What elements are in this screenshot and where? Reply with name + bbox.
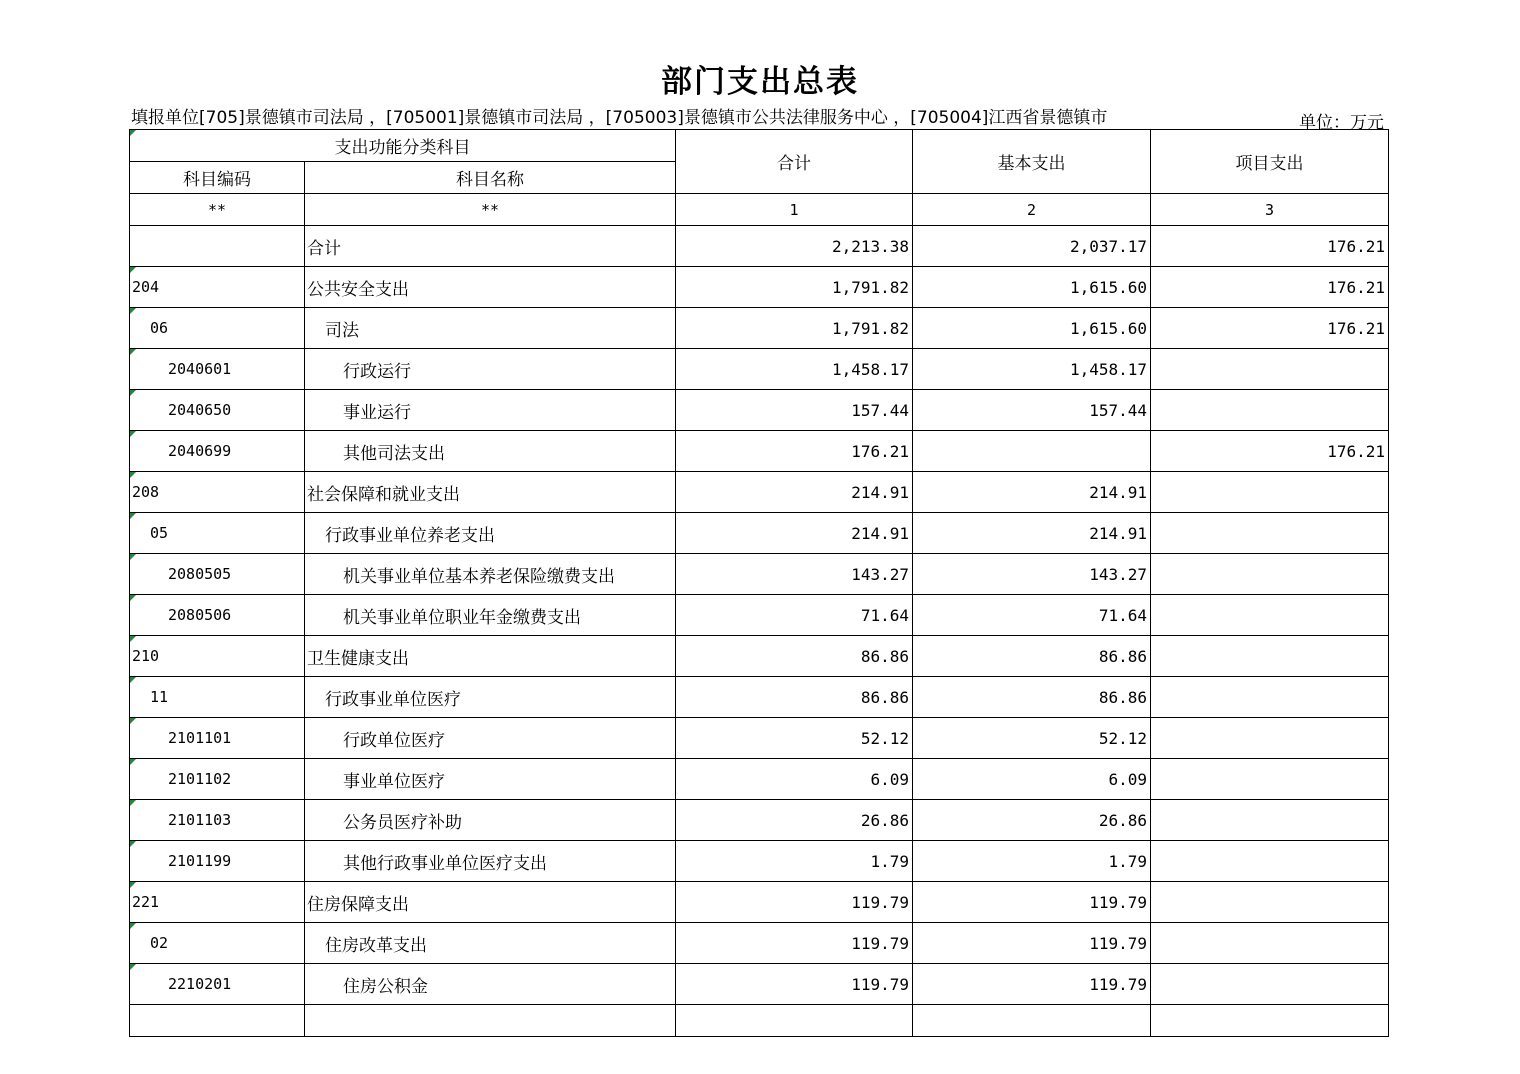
basic-amount-cell: 86.86 [913, 677, 1151, 718]
table-row [130, 267, 1389, 308]
table-row [130, 759, 1389, 800]
subject-code-cell: 2040699 [130, 431, 305, 472]
basic-amount-cell: 157.44 [913, 390, 1151, 431]
table-row [130, 636, 1389, 677]
total-amount-cell: 86.86 [676, 636, 913, 677]
basic-amount-cell: 71.64 [913, 595, 1151, 636]
project-amount-cell [1151, 800, 1389, 841]
subject-code-cell: 11 [130, 677, 305, 718]
basic-amount-cell: 1,458.17 [913, 349, 1151, 390]
project-amount-cell [1151, 923, 1389, 964]
subject-code-cell: 2040601 [130, 349, 305, 390]
index-cell: 1 [676, 194, 913, 226]
index-cell: ** [130, 194, 305, 226]
table-row [130, 308, 1389, 349]
project-amount-cell: 176.21 [1151, 308, 1389, 349]
index-cell: ** [305, 194, 676, 226]
basic-amount-cell: 143.27 [913, 554, 1151, 595]
subject-code-cell: 2040650 [130, 390, 305, 431]
subject-name-cell: 住房改革支出 [305, 923, 676, 964]
table-row [130, 431, 1389, 472]
subject-name-cell: 司法 [305, 308, 676, 349]
basic-amount-cell: 214.91 [913, 472, 1151, 513]
table-row [130, 841, 1389, 882]
basic-amount-cell: 214.91 [913, 513, 1151, 554]
basic-amount-cell: 1,615.60 [913, 308, 1151, 349]
table-row [130, 882, 1389, 923]
expenditure-table [129, 129, 1389, 1037]
subject-name-cell: 其他行政事业单位医疗支出 [305, 841, 676, 882]
project-amount-cell [1151, 554, 1389, 595]
empty-cell [305, 1005, 676, 1037]
table-row [130, 513, 1389, 554]
total-amount-cell: 119.79 [676, 923, 913, 964]
basic-amount-cell: 6.09 [913, 759, 1151, 800]
basic-amount-cell: 86.86 [913, 636, 1151, 677]
total-amount-cell: 86.86 [676, 677, 913, 718]
empty-cell [1151, 1005, 1389, 1037]
subject-name-cell: 行政运行 [305, 349, 676, 390]
basic-amount-cell: 1.79 [913, 841, 1151, 882]
project-amount-cell [1151, 964, 1389, 1005]
subject-code-cell: 210 [130, 636, 305, 677]
header-subject-name: 科目名称 [305, 162, 676, 194]
subject-name-cell: 行政事业单位医疗 [305, 677, 676, 718]
header-subject-code: 科目编码 [130, 162, 305, 194]
subject-name-cell: 住房公积金 [305, 964, 676, 1005]
empty-cell [130, 1005, 305, 1037]
subject-code-cell: 2101101 [130, 718, 305, 759]
subject-name-cell: 公共安全支出 [305, 267, 676, 308]
total-amount-cell: 119.79 [676, 882, 913, 923]
total-amount-cell: 143.27 [676, 554, 913, 595]
subject-code-cell: 2101102 [130, 759, 305, 800]
page-title: 部门支出总表 [661, 64, 859, 100]
table-row [130, 226, 1389, 267]
basic-amount-cell: 119.79 [913, 964, 1151, 1005]
total-amount-cell: 1.79 [676, 841, 913, 882]
index-cell: 3 [1151, 194, 1389, 226]
total-amount-cell: 119.79 [676, 964, 913, 1005]
total-amount-cell: 157.44 [676, 390, 913, 431]
empty-table-row [130, 1005, 1389, 1037]
reporting-unit-info: 填报单位[705]景德镇市司法局 ，[705001]景德镇市司法局 ，[705003]景德镇市公共法律服务中心 ，[705004]江西省景德镇市 [131, 108, 1108, 127]
subject-code-cell: 2080506 [130, 595, 305, 636]
subject-name-cell: 社会保障和就业支出 [305, 472, 676, 513]
basic-amount-cell: 119.79 [913, 923, 1151, 964]
subject-name-cell: 行政事业单位养老支出 [305, 513, 676, 554]
subject-code-cell: 204 [130, 267, 305, 308]
subject-name-cell: 公务员医疗补助 [305, 800, 676, 841]
header-project-expenditure: 项目支出 [1151, 130, 1389, 194]
basic-amount-cell: 2,037.17 [913, 226, 1151, 267]
header-total: 合计 [676, 130, 913, 194]
total-amount-cell: 214.91 [676, 513, 913, 554]
table-row [130, 554, 1389, 595]
table-row [130, 595, 1389, 636]
total-amount-cell: 52.12 [676, 718, 913, 759]
total-amount-cell: 6.09 [676, 759, 913, 800]
total-amount-cell: 1,791.82 [676, 267, 913, 308]
subject-name-cell: 机关事业单位基本养老保险缴费支出 [305, 554, 676, 595]
table-row [130, 472, 1389, 513]
header-function-category: 支出功能分类科目 [130, 130, 676, 162]
empty-cell [913, 1005, 1151, 1037]
total-amount-cell: 26.86 [676, 800, 913, 841]
subject-name-cell: 事业单位医疗 [305, 759, 676, 800]
project-amount-cell [1151, 636, 1389, 677]
empty-cell [676, 1005, 913, 1037]
subject-name-cell: 行政单位医疗 [305, 718, 676, 759]
basic-amount-cell: 119.79 [913, 882, 1151, 923]
project-amount-cell [1151, 677, 1389, 718]
basic-amount-cell: 52.12 [913, 718, 1151, 759]
project-amount-cell [1151, 882, 1389, 923]
project-amount-cell [1151, 759, 1389, 800]
total-amount-cell: 2,213.38 [676, 226, 913, 267]
total-amount-cell: 1,791.82 [676, 308, 913, 349]
total-amount-cell: 1,458.17 [676, 349, 913, 390]
subject-code-cell: 208 [130, 472, 305, 513]
subject-name-cell: 卫生健康支出 [305, 636, 676, 677]
project-amount-cell: 176.21 [1151, 226, 1389, 267]
subject-code-cell: 2101103 [130, 800, 305, 841]
subject-code-cell: 2210201 [130, 964, 305, 1005]
subject-name-cell: 机关事业单位职业年金缴费支出 [305, 595, 676, 636]
total-amount-cell: 176.21 [676, 431, 913, 472]
project-amount-cell [1151, 595, 1389, 636]
index-cell: 2 [913, 194, 1151, 226]
subject-name-cell: 事业运行 [305, 390, 676, 431]
table-row [130, 964, 1389, 1005]
basic-amount-cell [913, 431, 1151, 472]
subject-name-cell: 住房保障支出 [305, 882, 676, 923]
header-basic-expenditure: 基本支出 [913, 130, 1151, 194]
currency-unit-label: 单位：万元 [1299, 113, 1384, 133]
project-amount-cell: 176.21 [1151, 267, 1389, 308]
table-row [130, 923, 1389, 964]
project-amount-cell [1151, 349, 1389, 390]
table-row [130, 349, 1389, 390]
subject-code-cell [130, 226, 305, 267]
subject-code-cell: 05 [130, 513, 305, 554]
table-row [130, 677, 1389, 718]
project-amount-cell [1151, 513, 1389, 554]
project-amount-cell [1151, 841, 1389, 882]
table-row [130, 390, 1389, 431]
subject-code-cell: 02 [130, 923, 305, 964]
subject-code-cell: 2101199 [130, 841, 305, 882]
project-amount-cell: 176.21 [1151, 431, 1389, 472]
subject-name-cell: 合计 [305, 226, 676, 267]
project-amount-cell [1151, 390, 1389, 431]
subject-code-cell: 06 [130, 308, 305, 349]
table-row [130, 718, 1389, 759]
basic-amount-cell: 1,615.60 [913, 267, 1151, 308]
basic-amount-cell: 26.86 [913, 800, 1151, 841]
total-amount-cell: 214.91 [676, 472, 913, 513]
subject-name-cell: 其他司法支出 [305, 431, 676, 472]
table-row [130, 800, 1389, 841]
project-amount-cell [1151, 472, 1389, 513]
subject-code-cell: 2080505 [130, 554, 305, 595]
project-amount-cell [1151, 718, 1389, 759]
subject-code-cell: 221 [130, 882, 305, 923]
total-amount-cell: 71.64 [676, 595, 913, 636]
